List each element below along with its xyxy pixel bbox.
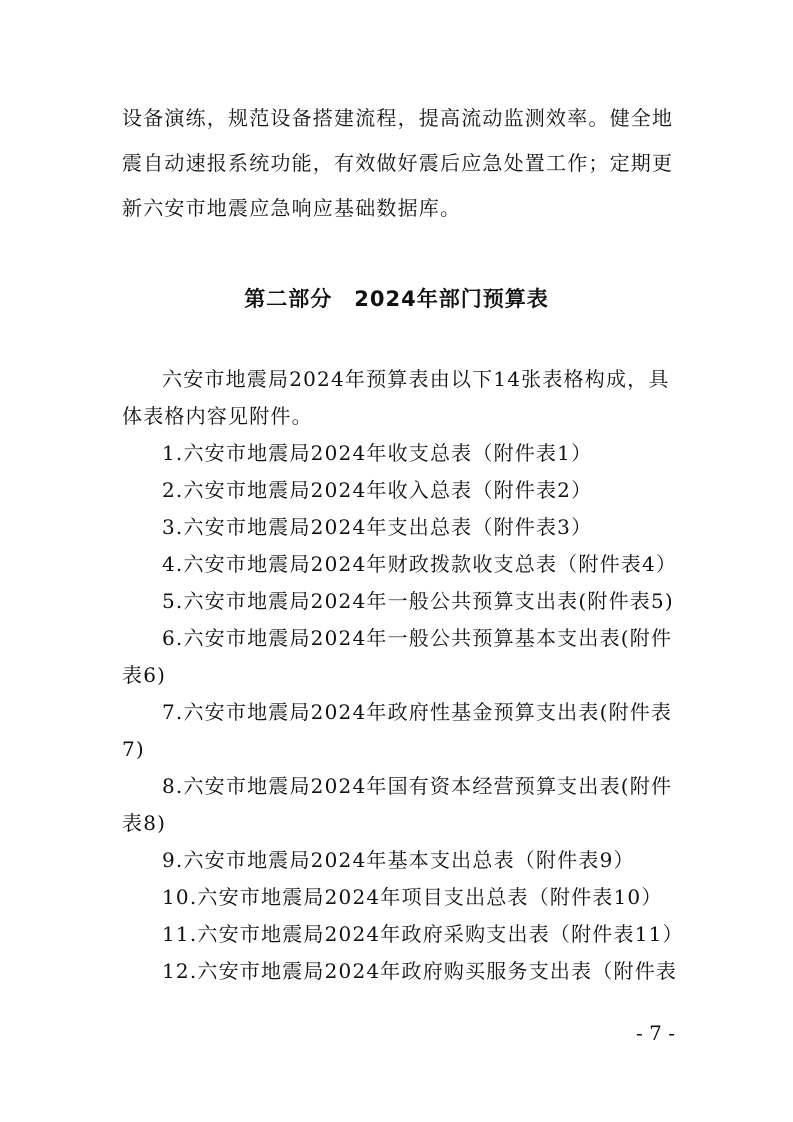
list-item-9: 9.六安市地震局2024年基本支出总表（附件表9） [162, 848, 635, 872]
intro-line-3: 新六安市地震应急响应基础数据库。 [122, 196, 462, 220]
list-item-3: 3.六安市地震局2024年支出总表（附件表3） [162, 515, 593, 539]
list-item-8: 8.六安市地震局2024年国有资本经营预算支出表(附件 [162, 774, 673, 798]
intro-line-1: 设备演练，规范设备搭建流程，提高流动监测效率。健全地 [122, 106, 674, 130]
list-item-7: 7.六安市地震局2024年政府性基金预算支出表(附件表 [162, 700, 673, 724]
list-item-8-continued: 表8) [122, 811, 167, 835]
list-item-7-continued: 7) [122, 737, 145, 761]
list-item-5: 5.六安市地震局2024年一般公共预算支出表(附件表5) [162, 589, 674, 613]
list-item-11: 11.六安市地震局2024年政府采购支出表（附件表11） [162, 922, 684, 946]
intro-line-2: 震自动速报系统功能，有效做好震后应急处置工作；定期更 [122, 151, 674, 175]
list-item-1: 1.六安市地震局2024年收支总表（附件表1） [162, 441, 593, 465]
summary-line-2: 体表格内容见附件。 [122, 404, 313, 428]
list-item-6: 6.六安市地震局2024年一般公共预算基本支出表(附件 [162, 626, 673, 650]
list-item-6-continued: 表6) [122, 663, 167, 687]
page-number: - 7 - [636, 1021, 675, 1045]
list-item-12: 12.六安市地震局2024年政府购买服务支出表（附件表 [162, 959, 678, 983]
list-item-2: 2.六安市地震局2024年收入总表（附件表2） [162, 478, 593, 502]
summary-line-1: 六安市地震局2024年预算表由以下14张表格构成，具 [162, 367, 670, 391]
list-item-10: 10.六安市地震局2024年项目支出总表（附件表10） [162, 885, 663, 909]
list-item-4: 4.六安市地震局2024年财政拨款收支总表（附件表4） [162, 552, 678, 576]
section-title: 第二部分 2024年部门预算表 [244, 287, 549, 311]
